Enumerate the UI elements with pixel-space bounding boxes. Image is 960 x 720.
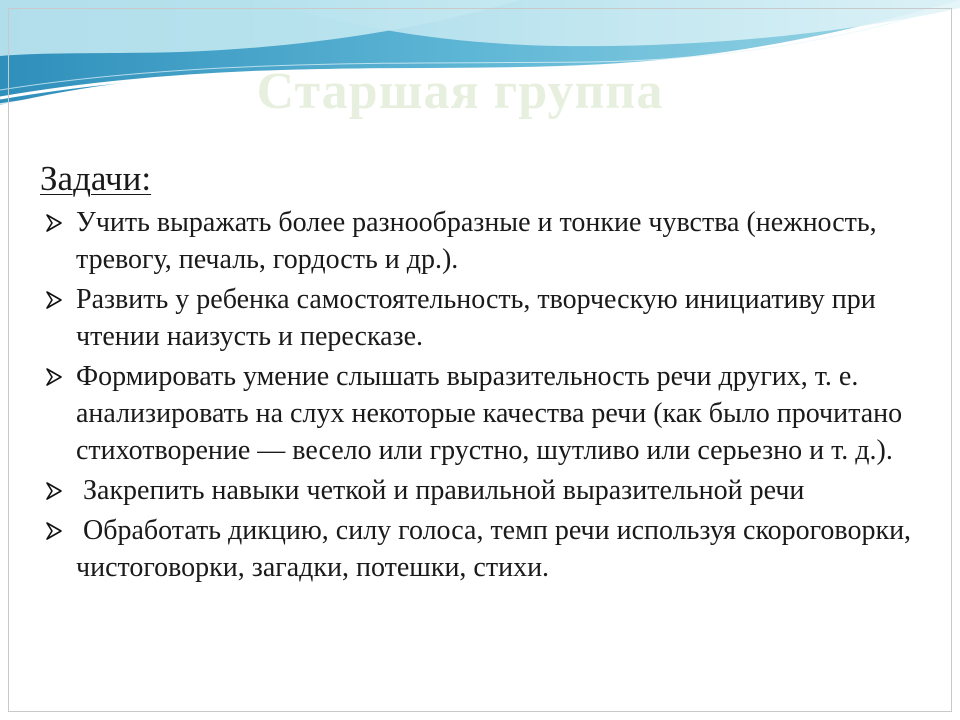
list-item bbox=[40, 472, 940, 509]
list-item bbox=[40, 512, 940, 586]
arrowhead-bullet-icon bbox=[44, 367, 64, 387]
list-item bbox=[40, 204, 940, 278]
arrowhead-bullet-icon bbox=[44, 481, 64, 501]
list-item-text: Развить у ребенка самостоятельность, творческую инициативу при чтении наизусть и пересказе. bbox=[76, 284, 876, 352]
tasks-list bbox=[40, 204, 940, 586]
list-item bbox=[40, 281, 940, 355]
list-item-text: Формировать умение слышать выразительность речи других, т. е. анализировать на слух некоторые качества речи (как было прочитано стихотворение — весело или грустно, шутливо или серьезно и т. д.). bbox=[76, 361, 903, 466]
content-area bbox=[40, 158, 940, 589]
list-item-text: Учить выражать более разнообразные и тонкие чувства (нежность, тревогу, печаль, гордость и др.). bbox=[76, 207, 877, 275]
arrowhead-bullet-icon bbox=[44, 521, 64, 541]
slide-title: Старшая группа bbox=[256, 63, 664, 120]
list-item-text: Обработать дикцию, силу голоса, темп речи используя скороговорки, чистоговорки, загадки, потешки, стихи. bbox=[76, 515, 919, 583]
list-item-text: Закрепить навыки четкой и правильной выразительной речи bbox=[76, 475, 805, 506]
arrowhead-bullet-icon bbox=[44, 290, 64, 310]
tasks-heading: Задачи: bbox=[40, 159, 152, 198]
arrowhead-bullet-icon bbox=[44, 213, 64, 233]
list-item bbox=[40, 358, 940, 469]
